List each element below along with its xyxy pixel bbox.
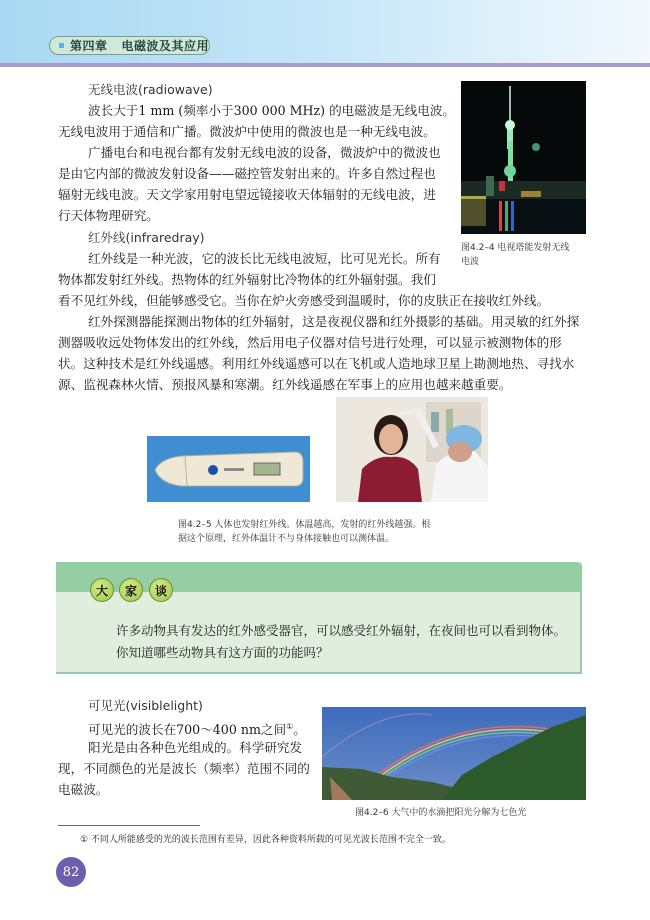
paragraph-line: 状。这种技术是红外线遥感。利用红外线遥感可以在飞机或人造地球卫星上勘测地热、寻找水 (58, 356, 575, 371)
header-divider (0, 63, 650, 67)
paragraph-line: 现，不同颜色的光是波长（频率）范围不同的 (58, 761, 310, 776)
paragraph-line: 看不见红外线，但能够感受它。当你在炉火旁感受到温暖时，你的皮肤正在接收红外线。 (58, 293, 550, 308)
figure-caption: 电波 (461, 257, 480, 267)
discussion-badge: 谈 (149, 578, 173, 602)
paragraph-line: 广播电台和电视台都有发射无线电波的设备，微波炉中的微波也 (88, 145, 441, 160)
section-subtitle-infrared: 红外线(infraredray) (88, 230, 205, 245)
footnote-marker: ① (286, 722, 294, 731)
paragraph-line: 行天体物理研究。 (58, 208, 159, 223)
chapter-label (49, 36, 210, 55)
figure-caption: 图4.2–4 电视塔能发射无线 (461, 243, 570, 253)
discussion-box (56, 562, 582, 674)
paragraph-line: 红外线是一种光波，它的波长比无线电波短，比可见光长。所有 (88, 251, 441, 266)
tv-tower-photo (461, 81, 586, 234)
paragraph-line: 源、监视森林火情、预报风暴和寒潮。红外线遥感在军事上的应用也越来越重要。 (58, 377, 512, 392)
paragraph-line: 测器吸收远处物体发出的红外线，然后用电子仪器对信号进行处理，可以显示被测物体的形 (58, 335, 562, 350)
figure-caption: 据这个原理，红外体温计不与身体接触也可以测体温。 (178, 534, 395, 544)
period: 。 (293, 722, 306, 738)
paragraph-line: 无线电波用于通信和广播。微波炉中使用的微波也是一种无线电波。 (58, 124, 436, 139)
paragraph-line: 是由它内部的微波发射设备——磁控管发射出来的。许多自然过程也 (58, 166, 436, 181)
chapter-title: 第四章 电磁波及其应用 (69, 39, 209, 53)
section-subtitle-radio: 无线电波(radiowave) (88, 82, 213, 97)
figure-caption: 图4.2–6 大气中的水滴把阳光分解为七色光 (355, 808, 527, 818)
paragraph-line: 红外探测器能探测出物体的红外辐射，这是夜视仪器和红外摄影的基础。用灵敏的红外探 (88, 314, 580, 329)
discussion-badge: 大 (90, 578, 114, 602)
discussion-text: 你知道哪些动物具有这方面的功能吗？ (116, 645, 329, 660)
paragraph-line: 物体都发射红外线。热物体的红外辐射比冷物体的红外辐射强。我们 (58, 272, 436, 287)
rainbow-photo (322, 707, 586, 800)
paragraph-line: 辐射无线电波。天文学家用射电望远镜接收天体辐射的无线电波，进 (58, 187, 436, 202)
discussion-text: 许多动物具有发达的红外感受器官，可以感受红外辐射，在夜间也可以看到物体。 (116, 623, 567, 638)
bullet-icon (59, 43, 64, 48)
infrared-thermometer-photo (147, 436, 310, 502)
paragraph-text: 可见光的波长在700～400 nm之间 (88, 722, 287, 738)
paragraph-line: 阳光是由各种色光组成的。科学研究发 (88, 740, 303, 755)
discussion-badge: 家 (119, 578, 143, 602)
paragraph-line: 电磁波。 (58, 782, 109, 797)
footnote-divider (58, 825, 200, 826)
paragraph-line: 波长大于1 mm (频率小于300 000 MHz) 的电磁波是无线电波。 (88, 103, 456, 118)
figure-caption: 图4.2–5 人体也发射红外线。体温越高，发射的红外线越强。根 (178, 520, 431, 530)
section-subtitle-visible: 可见光(visiblelight) (88, 698, 203, 713)
page-number: 82 (56, 857, 86, 887)
temperature-measurement-photo (336, 397, 488, 502)
footnote: ① 不同人所能感受的光的波长范围有差异，因此各种资料所载的可见光波长范围不完全一致。 (80, 835, 451, 845)
